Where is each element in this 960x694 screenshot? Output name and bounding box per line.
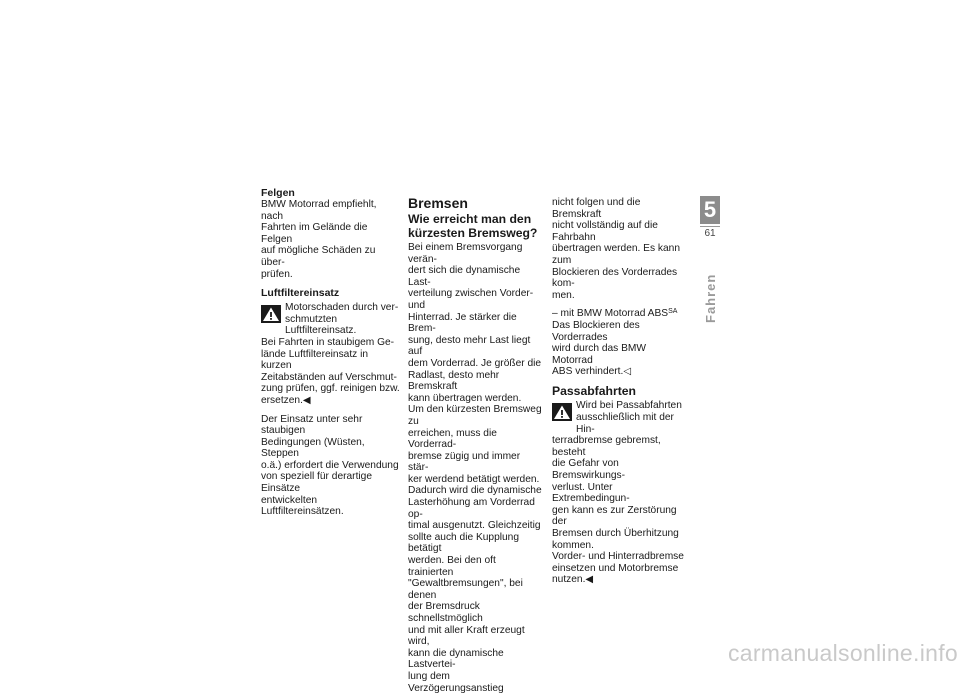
text-line: wird durch das BMW Motorrad [552, 343, 646, 366]
warning-triangle-icon [261, 305, 281, 323]
text-line: ker werdend betätigt werden. [408, 473, 540, 485]
text-line: der Bremsdruck schnellstmöglich [408, 601, 483, 624]
text-line: werden. Bei den oft trainierten [408, 555, 496, 578]
chapter-number-tab: 5 [700, 196, 720, 224]
special-equipment-superscript: SA [668, 308, 678, 316]
text-line: Um den kürzesten Bremsweg zu [408, 404, 542, 427]
text-line: bremse zügig und immer stär- [408, 450, 521, 474]
text-line: BMW Motorrad empfiehlt, nach [261, 199, 377, 222]
text-line: ABS verhindert.◁ [552, 366, 632, 378]
text-line: terradbremse gebremst, besteht [552, 435, 661, 458]
text-line: ersetzen.◀ [261, 394, 311, 406]
subheading-line: kürzesten Bremsweg? [408, 225, 538, 240]
bremsweg-text [408, 242, 543, 694]
felgen-text [261, 199, 401, 280]
text-line: Lasterhöhung am Vorderrad op- [408, 497, 535, 520]
heading-luftfiltereinsatz: Luftfiltereinsatz [261, 287, 340, 300]
text-line: Der Einsatz unter sehr staubigen [261, 413, 363, 437]
text-line: entwickelten Luftfiltereinsätzen. [261, 494, 344, 518]
text-line: sollte auch die Kupplung betätigt [408, 531, 520, 555]
text-line: nicht vollständig auf die Fahrbahn [552, 220, 658, 243]
chapter-side-label: Fahren [703, 273, 718, 323]
watermark: carmanualsonline.info [727, 640, 958, 666]
subheading-line: Wie erreicht man den [408, 212, 532, 226]
page-number-divider [700, 226, 720, 227]
warning-text: schmutzten Luftfiltereinsatz. [285, 313, 357, 337]
text-line: Radlast, desto mehr Bremskraft [408, 369, 500, 393]
passabfahrten-text [552, 435, 688, 586]
text-line: Blockieren des Vorderrades kom- [552, 266, 678, 290]
text-line: erreichen, muss die Vorderrad- [408, 427, 497, 451]
text-line: dert sich die dynamische Last- [408, 265, 521, 288]
text-line: die Gefahr von Bremswirkungs- [552, 458, 626, 481]
heading-felgen: Felgen [261, 187, 295, 199]
text-line: übertragen werden. Es kann zum [552, 243, 680, 266]
text-line: von speziell für derartige Einsätze [261, 471, 372, 495]
text-line: timal ausgenutzt. Gleichzeitig [408, 520, 541, 532]
warning-text: ausschließlich mit der Hin- [576, 412, 674, 435]
text-line: Das Blockieren des Vorderrades [552, 319, 640, 343]
column-right [552, 197, 688, 586]
text-line: kommen. [552, 539, 594, 551]
text-line: Bei Fahrten in staubigem Ge- [261, 336, 395, 348]
text-line: zung prüfen, ggf. reinigen bzw. [261, 383, 400, 395]
warning-block [261, 302, 401, 337]
text-line: Vorder- und Hinterradbremse [552, 551, 684, 563]
text-line: sung, desto mehr Last liegt auf [408, 334, 531, 358]
text-line: Bedingungen (Wüsten, Steppen [261, 436, 365, 460]
text-line: gen kann es zur Zerstörung der [552, 504, 677, 528]
text-line: Dadurch wird die dynamische [408, 485, 542, 497]
text-line: o.ä.) erfordert die Verwendung [261, 459, 399, 471]
text-line: Bremsen durch Überhitzung [552, 527, 679, 539]
abs-text [552, 320, 688, 378]
text-line: dem Vorderrad. Je größer die [408, 357, 542, 369]
warning-text: Motorschaden durch ver- [285, 302, 399, 314]
bremsweg-continued-text [552, 197, 688, 301]
abs-option-line [552, 308, 688, 320]
warning-triangle-icon [552, 403, 572, 421]
text-line: einsetzen und Motorbremse [552, 562, 679, 574]
abs-option-text: – mit BMW Motorrad ABS [552, 308, 669, 320]
text-line: und mit aller Kraft erzeugt wird, [408, 624, 525, 648]
text-line: nicht folgen und die Bremskraft [552, 197, 641, 220]
text-line: kann die dynamische Lastvertei- [408, 647, 504, 671]
text-line: Hinterrad. Je stärker die Brem- [408, 311, 517, 335]
text-line: nutzen.◀ [552, 574, 594, 586]
text-line: Fahrten im Gelände die Felgen [261, 222, 368, 245]
luftfilter-text [261, 337, 401, 407]
warning-text: Wird bei Passabfahrten [576, 400, 682, 412]
column-left [261, 187, 401, 518]
heading-passabfahrten: Passabfahrten [552, 383, 636, 398]
heading-bremsen: Bremsen [408, 195, 468, 211]
warning-block [552, 400, 688, 435]
einsatz-text [261, 414, 401, 518]
text-line: men. [552, 289, 575, 301]
text-line: lände Luftfiltereinsatz in kurzen [261, 348, 369, 372]
text-line: "Gewaltbremsungen", bei denen [408, 578, 523, 601]
text-line: verteilung zwischen Vorder- und [408, 288, 534, 311]
text-line: prüfen. [261, 268, 293, 280]
column-middle [408, 195, 543, 694]
text-line: Zeitabständen auf Verschmut- [261, 371, 397, 383]
text-line: Bei einem Bremsvorgang verän- [408, 242, 523, 265]
page-number: 61 [704, 228, 716, 239]
text-line: kann übertragen werden. [408, 392, 522, 404]
text-line: verlust. Unter Extrembedingun- [552, 481, 630, 505]
text-line: auf mögliche Schäden zu über- [261, 245, 376, 268]
text-line: lung dem Verzögerungsanstieg [408, 670, 504, 694]
